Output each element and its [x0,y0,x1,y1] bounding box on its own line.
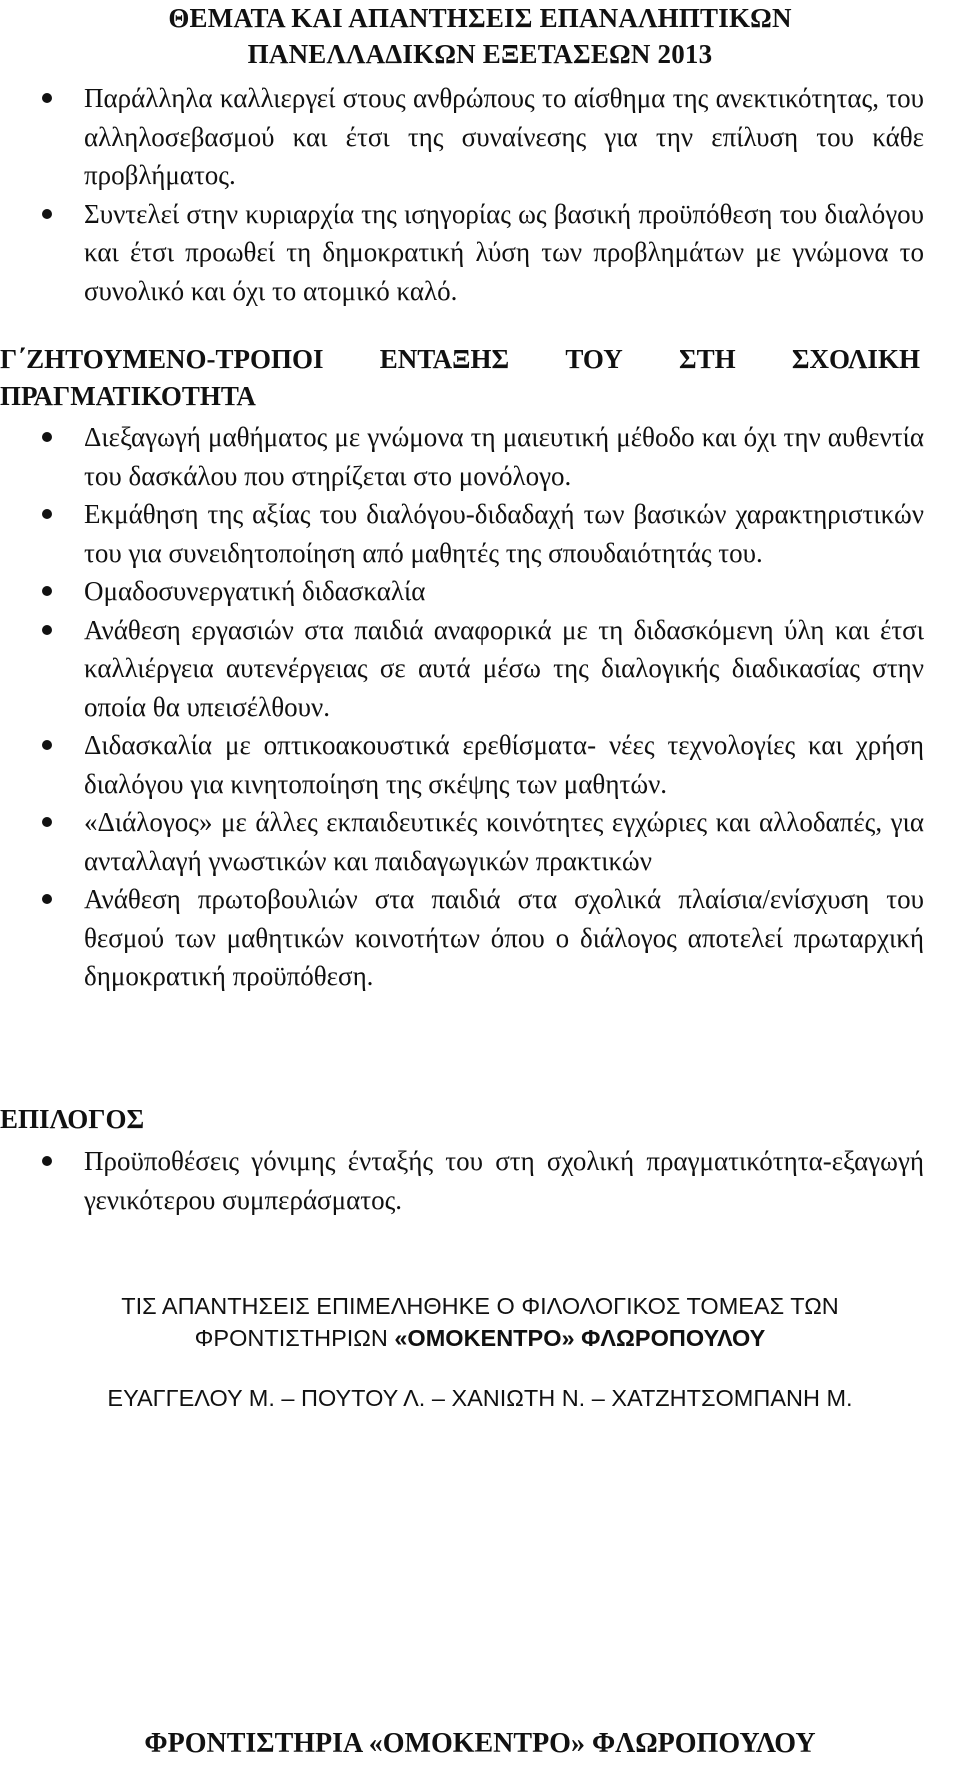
title-word: ΣΤΗ [678,344,736,374]
header-line-2: ΠΑΝΕΛΛΑΔΙΚΩΝ ΕΞΕΤΑΣΕΩΝ 2013 [247,39,713,69]
list-item: Εκμάθηση της αξίας του διαλόγου-διδαδαχή των βασικών χαρακτηριστικών του για συνειδητοποίηση από μαθητές της σπουδαιότητάς του. [0,495,960,572]
header-line-1: ΘΕΜΑΤΑ ΚΑΙ ΑΠΑΝΤΗΣΕΙΣ ΕΠΑΝΑΛΗΠΤΙΚΩΝ [168,3,792,33]
list-item: Διδασκαλία με οπτικοακουστικά ερεθίσματα- νέες τεχνολογίες και χρήση διαλόγου για κινητοποίηση της σκέψης των μαθητών. [0,726,960,803]
list-item: Διεξαγωγή μαθήματος με γνώμονα τη μαιευτική μέθοδο και όχι την αυθεντία του δασκάλου που στηρίζεται στο μονόλογο. [0,418,960,495]
intro-bullet-list [0,79,960,310]
list-item: Ομαδοσυνεργατική διδασκαλία [0,572,960,611]
section-g-title-line-2: ΠΡΑΓΜΑΤΙΚΟΤΗΤΑ [0,381,256,411]
title-word: ΤΟΥ [565,344,623,374]
credits-line-2 [0,1322,960,1354]
list-item: Συντελεί στην κυριαρχία της ισηγορίας ως βασική προϋπόθεση του διαλόγου και έτσι προωθεί τη δημοκρατική λύση των προβλημάτων με γνώμονα το συνολικό και όχι το ατομικό καλό. [0,195,960,311]
epilogue-title: ΕΠΙΛΟΓΟΣ [0,1104,145,1134]
footer-banner: ΦΡΟΝΤΙΣΤΗΡΙΑ «ΟΜΟΚΕΝΤΡΟ» ΦΛΩΡΟΠΟΥΛΟΥ [144,1728,816,1759]
list-item: Ανάθεση εργασιών στα παιδιά αναφορικά με τη διδασκόμενη ύλη και έτσι καλλιέργεια αυτενέργειας σε αυτά μέσω της διαλογικής διαδικασίας στην οποία θα υπεισέλθουν. [0,611,960,727]
list-item: Ανάθεση πρωτοβουλιών στα παιδιά στα σχολικά πλαίσια/ενίσχυση του θεσμού των μαθητικών κοινοτήτων όπου ο διάλογος αποτελεί πρωταρχική δημοκρατική προϋπόθεση. [0,880,960,996]
title-word: ΕΝΤΑΞΗΣ [379,344,510,374]
section-g-title [0,341,920,415]
credits-line-1: ΤΙΣ ΑΠΑΝΤΗΣΕΙΣ ΕΠΙΜΕΛΗΘΗΚΕ Ο ΦΙΛΟΛΟΓΙΚΟΣ ΤΟΜΕΑΣ ΤΩΝ [121,1293,839,1319]
epilogue-bullet-list [0,1142,960,1219]
credits-line-2-bold: «ΟΜΟΚΕΝΤΡΟ» ΦΛΩΡΟΠΟΥΛΟΥ [394,1325,766,1351]
section-g-bullet-list [0,418,960,996]
list-item: Παράλληλα καλλιεργεί στους ανθρώπους το αίσθημα της ανεκτικότητας, του αλληλοσεβασμού και έτσι της συναίνεσης για την επίλυση του κάθε προβλήματος. [0,79,960,195]
document-header [0,0,960,72]
title-word: ΣΧΟΛΙΚΗ [791,344,920,374]
list-item: «Διάλογος» με άλλες εκπαιδευτικές κοινότητες εγχώριες και αλλοδαπές, για ανταλλαγή γνωστικών και παιδαγωγικών πρακτικών [0,803,960,880]
credits-authors: ΕΥΑΓΓΕΛΟΥ Μ. – ΠΟΥΤΟΥ Λ. – ΧΑΝΙΩΤΗ Ν. – ΧΑΤΖΗΤΣΟΜΠΑΝΗ Μ. [107,1385,853,1411]
list-item: Προϋποθέσεις γόνιμης ένταξής του στη σχολική πραγματικότητα-εξαγωγή γενικότερου συμπεράσματος. [0,1142,960,1219]
credits-line-2-plain: ΦΡΟΝΤΙΣΤΗΡΙΩΝ [194,1325,395,1351]
credits-block [0,1290,960,1354]
title-word: Γ΄ΖΗΤΟΥΜΕΝΟ-ΤΡΟΠΟΙ [0,344,324,374]
